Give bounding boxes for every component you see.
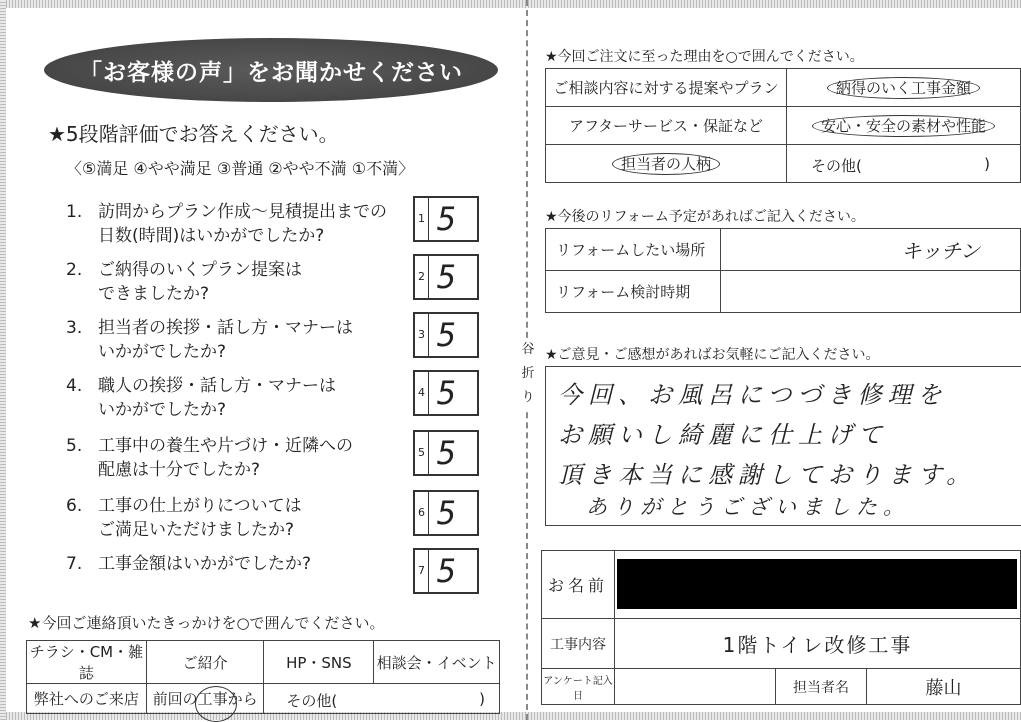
survey-date-value[interactable] [615,669,776,705]
question-text [98,552,428,576]
question-line-2: できましたか? [98,284,210,304]
answer-box-divider [428,550,429,592]
reason-other[interactable] [787,145,1021,183]
answer-box-divider [428,372,429,414]
form-title [44,38,498,102]
info-table [541,550,1021,705]
question-text [98,494,428,542]
question-text [98,316,428,364]
rating-answer-box[interactable] [413,490,479,536]
reason-table [545,68,1021,183]
reform-table [545,228,1021,313]
rating-answer-box[interactable] [413,312,479,358]
reason-after-service[interactable]: アフターサービス・保証など [546,107,787,145]
name-field[interactable] [615,551,1021,619]
reason-price[interactable] [787,69,1021,107]
form-title-text: 「お客様の声」をお聞かせください [79,59,463,86]
reform-place-label: リフォームしたい場所 [546,229,721,271]
contact-previous-work-label: 前回の工事から [152,690,258,708]
answer-value: 5 [437,258,457,296]
question-number: 3. [66,318,83,338]
answer-value: 5 [437,200,457,238]
answer-box-divider [428,432,429,474]
comments-heading: ★ご意見・ご感想があればお気軽にご記入ください。 [545,347,880,363]
reason-safety[interactable] [787,107,1021,145]
contact-other-label: その他( [286,692,338,710]
question-number: 7. [66,554,83,574]
comment-line-4: ありがとうございました。 [586,495,910,519]
question-line-1: ご納得のいくプラン提案は [98,260,302,280]
reform-time-value[interactable] [721,271,1021,313]
reason-staff-label: 担当者の人柄 [612,153,720,175]
question-line-1: 職人の挨拶・話し方・マナーは [98,376,336,396]
question-line-1: 工事中の養生や片づけ・近隣への [98,436,353,456]
contact-referral[interactable]: ご紹介 [146,641,264,684]
rating-scale: 〈⑤満足 ④やや満足 ③普通 ②やや不満 ①不満〉 [66,159,415,178]
answer-value: 5 [437,434,457,472]
question-number: 4. [66,376,83,396]
contact-other[interactable] [264,684,500,714]
question-text [98,258,428,306]
question-line-1: 訪問からプラン作成～見積提出までの [98,202,387,222]
halftone-border-left [0,0,6,720]
reason-price-label: 納得のいく工事金額 [827,77,980,99]
question-line-2: いかがでしたか? [98,400,227,420]
reform-time-label: リフォーム検討時期 [546,271,721,313]
contact-flyer[interactable]: チラシ・CM・雑誌 [27,641,147,684]
survey-date-label: アンケート記入日 [542,669,615,705]
question-number: 1. [66,202,83,222]
rating-answer-box[interactable] [413,370,479,416]
comment-line-2: お願いし綺麗に仕上げて [558,421,888,449]
answer-box-divider [428,492,429,534]
question-line-1: 担当者の挨拶・話し方・マナーは [98,318,353,338]
contact-hp-sns[interactable]: HP・SNS [264,641,374,684]
fold-label: 谷折り [520,338,536,410]
answer-box-divider [428,256,429,298]
rating-answer-box[interactable] [413,430,479,476]
contact-store-visit[interactable]: 弊社へのご来店 [27,684,147,714]
answer-value: 5 [437,552,457,590]
answer-value: 5 [437,316,457,354]
answer-value: 5 [437,374,457,412]
reform-heading: ★今後のリフォーム予定があればご記入ください。 [545,209,865,225]
staff-value: 藤山 [867,669,1021,705]
question-number: 2. [66,260,83,280]
circle-mark [195,686,237,722]
answer-box-number: 5 [418,446,425,459]
question-line-2: いかがでしたか? [98,342,227,362]
question-text [98,434,428,482]
answer-value: 5 [437,494,457,532]
contact-other-close: ) [479,690,485,708]
name-label: お名前 [542,551,615,619]
work-label: 工事内容 [542,619,615,669]
staff-label: 担当者名 [776,669,867,705]
answer-box-divider [428,314,429,356]
reason-safety-label: 安心・安全の素材や性能 [812,115,995,137]
answer-box-number: 7 [418,564,425,577]
question-text [98,200,428,248]
comment-line-1: 今回、お風呂につづき修理を [558,381,948,409]
question-line-1: 工事金額はいかがでしたか? [98,554,312,574]
rating-answer-box[interactable] [413,254,479,300]
reason-other-close: ) [984,155,990,173]
answer-box-number: 6 [418,506,425,519]
reform-place-value[interactable]: キッチン [721,229,1021,271]
reason-other-label: その他( [811,157,862,175]
answer-box-number: 1 [418,212,425,225]
question-text [98,374,428,422]
contact-previous-work[interactable] [146,684,264,714]
rating-answer-box[interactable] [413,196,479,242]
halftone-border-top [0,0,1021,8]
comments-box[interactable] [545,366,1021,526]
reason-heading: ★今回ご注文に至った理由を○で囲んでください。 [545,49,864,65]
contact-table [26,640,500,714]
question-line-2: 日数(時間)はいかがでしたか? [98,226,325,246]
rating-heading: ★5段階評価でお答えください。 [48,122,339,146]
work-value: 1階トイレ改修工事 [615,619,1021,669]
answer-box-number: 3 [418,328,425,341]
question-line-1: 工事の仕上がりについては [98,496,302,516]
comment-line-3: 頂き本当に感謝しております。 [558,461,977,489]
question-line-2: ご満足いただけましたか? [98,520,295,540]
redaction-block [617,559,1017,609]
contact-event[interactable]: 相談会・イベント [374,641,500,684]
reason-staff[interactable] [546,145,787,183]
answer-box-number: 2 [418,270,425,283]
rating-answer-box[interactable] [413,548,479,594]
answer-box-divider [428,198,429,240]
contact-heading: ★今回ご連絡頂いたきっかけを○で囲んでください。 [28,614,385,632]
question-line-2: 配慮は十分でしたか? [98,460,261,480]
answer-box-number: 4 [418,386,425,399]
reason-plan[interactable]: ご相談内容に対する提案やプラン [546,69,787,107]
question-number: 6. [66,496,83,516]
question-number: 5. [66,436,83,456]
